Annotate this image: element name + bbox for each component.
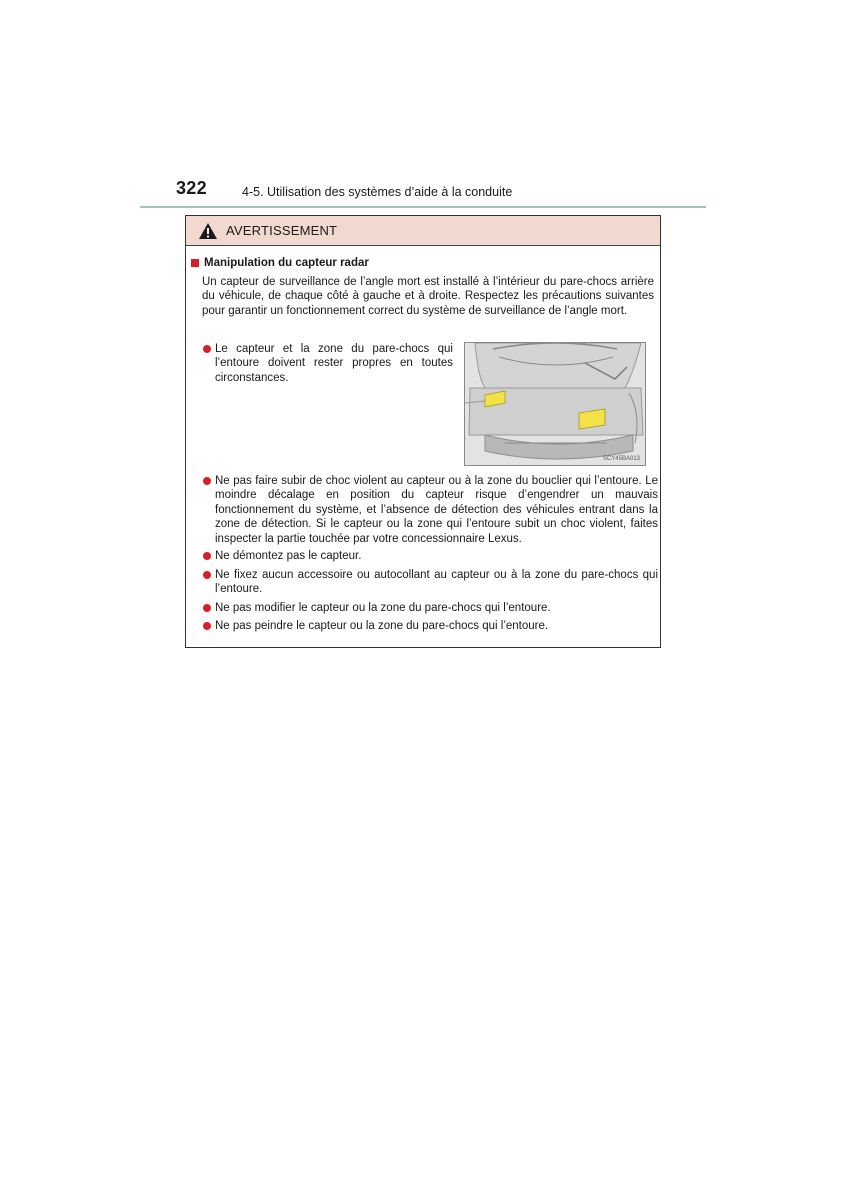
list-item-text: Ne pas faire subir de choc violent au capteur ou à la zone du bouclier qui l’entoure. Le moindre décalage en position du capteur risque d’engendrer un mauvais fonctionnement du système, et l’absence de détection des véhicules entrant dans la zone de détection. Si le capteur ou la zone qui l’entoure subit un choc violent, faites inspecter la partie touchée par votre concessionnaire Lexus. [215,475,658,545]
warning-box [185,215,661,648]
list-item-text: Ne pas peindre le capteur ou la zone du pare-chocs qui l’entoure. [215,620,549,632]
header-rule [140,206,706,208]
list-item-text: Ne pas modifier le capteur ou la zone du pare-chocs qui l’entoure. [215,602,551,614]
bullet-dot-icon [203,604,211,612]
list-item-text: Ne démontez pas le capteur. [215,550,362,562]
list-item [215,342,453,385]
bullet-dot-icon [203,552,211,560]
bullet-dot-icon [203,622,211,630]
list-item [215,619,658,633]
list-item [215,568,658,597]
list-item-text: Ne fixez aucun accessoire ou autocollant au capteur ou à la zone du pare-chocs qui l’entoure. [215,569,658,596]
figure-code: SCY45BA013 [602,456,640,462]
subsection-heading [191,257,369,269]
warning-header [186,216,660,246]
list-item [215,549,658,563]
warning-title: AVERTISSEMENT [226,223,338,238]
rear-bumper-illustration [464,342,646,466]
section-title: 4-5. Utilisation des systèmes d’aide à la conduite [242,185,513,199]
list-item [215,474,658,546]
bullet-dot-icon [203,571,211,579]
intro-paragraph: Un capteur de surveillance de l’angle mort est installé à l’intérieur du pare-chocs arrière du véhicule, de chaque côté à gauche et à droite. Respectez les précautions suivantes pour garantir un fonctionnement correct du système de surveillance de l’angle mort. [202,276,654,317]
list-item [215,601,658,615]
warning-triangle-icon [198,222,218,240]
list-item-text: Le capteur et la zone du pare-chocs qui l’entoure doivent rester propres en toutes circonstances. [215,343,453,384]
bullet-dot-icon [203,477,211,485]
subsection-title: Manipulation du capteur radar [204,257,369,269]
page-number: 322 [176,178,207,198]
bullet-dot-icon [203,345,211,353]
square-bullet-icon [191,259,199,267]
